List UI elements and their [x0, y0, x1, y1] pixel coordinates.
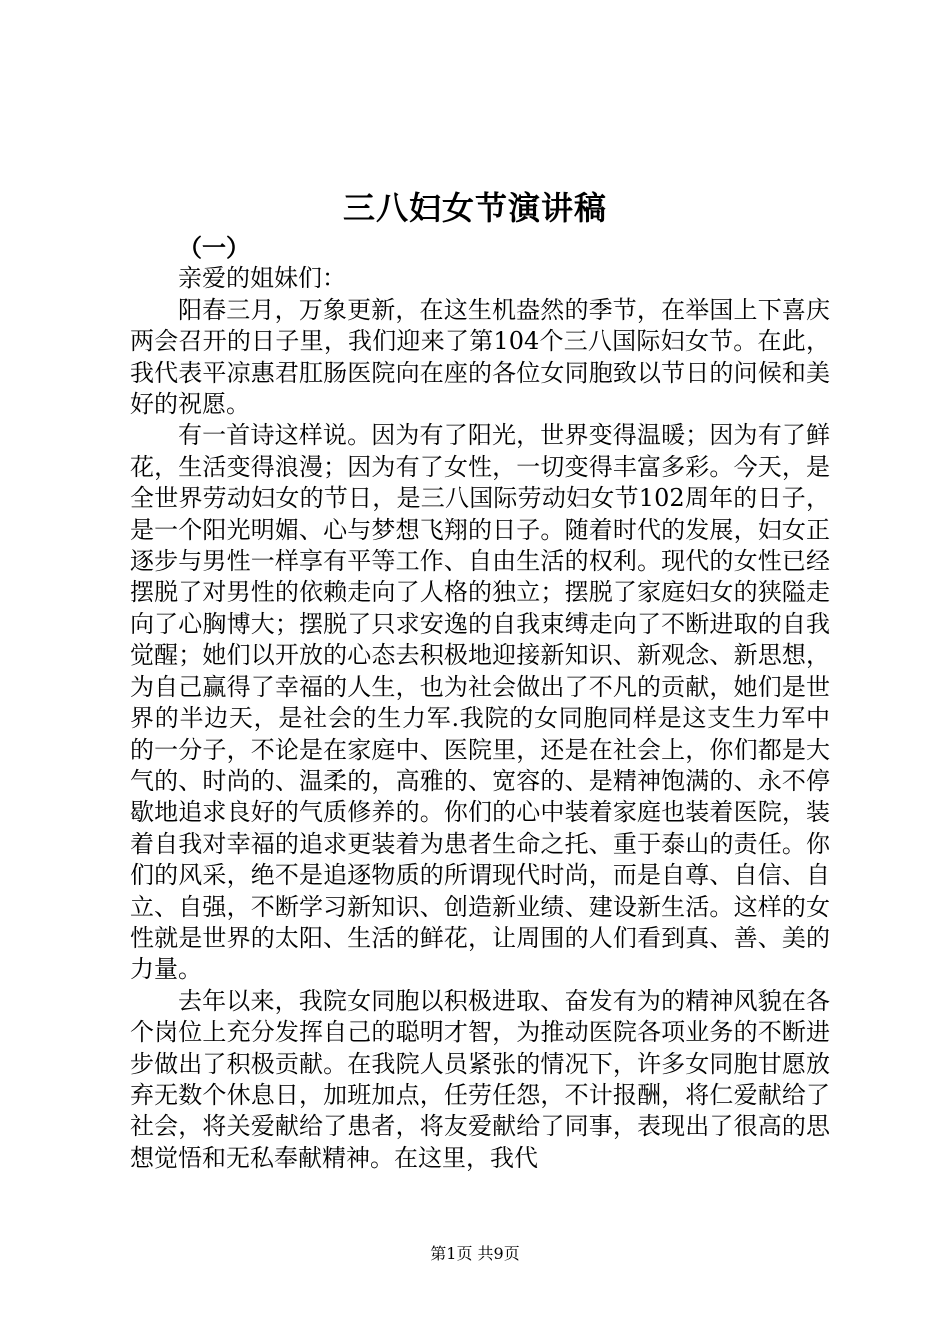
body-paragraph: 阳春三月，万象更新，在这生机盎然的季节，在举国上下喜庆两会召开的日子里，我们迎来了第104个三八国际妇女节。在此，我代表平凉惠君肛肠医院向在座的各位女同胞致以节日的问候和美好的祝愿。 [130, 295, 830, 419]
document-body [130, 232, 830, 1174]
body-paragraph: 有一首诗这样说。因为有了阳光，世界变得温暖；因为有了鲜花，生活变得浪漫；因为有了女性，一切变得丰富多彩。今天，是全世界劳动妇女的节日，是三八国际劳动妇女节102周年的日子，是一个阳光明媚、心与梦想飞翔的日子。随着时代的发展，妇女正逐步与男性一样享有平等工作、自由生活的权利。现代的女性已经摆脱了对男性的依赖走向了人格的独立；摆脱了家庭妇女的狭隘走向了心胸博大；摆脱了只求安逸的自我束缚走向了不断进取的自我觉醒；她们以开放的心态去积极地迎接新知识、新观念、新思想，为自己赢得了幸福的人生，也为社会做出了不凡的贡献，她们是世界的半边天，是社会的生力军.我院的女同胞同样是这支生力军中的一分子，不论是在家庭中、医院里，还是在社会上，你们都是大气的、时尚的、温柔的，高雅的、宽容的、是精神饱满的、永不停歇地追求良好的气质修养的。你们的心中装着家庭也装着医院，装着自我对幸福的追求更装着为患者生命之托、重于泰山的责任。你们的风采，绝不是追逐物质的所谓现代时尚，而是自尊、自信、自立、自强，不断学习新知识、创造新业绩、建设新生活。这样的女性就是世界的太阳、生活的鲜花，让周围的人们看到真、善、美的力量。 [130, 421, 830, 984]
section-label: （一） [178, 233, 250, 262]
greeting-paragraph: 亲爱的姐妹们： [178, 264, 346, 293]
page-number-footer: 第1页 共9页 [430, 1244, 520, 1263]
document-title: 三八妇女节演讲稿 [342, 189, 607, 227]
body-paragraph: 去年以来，我院女同胞以积极进取、奋发有为的精神风貌在各个岗位上充分发挥自己的聪明才智，为推动医院各项业务的不断进步做出了积极贡献。在我院人员紧张的情况下，许多女同胞甘愿放弃无数个休息日，加班加点，任劳任怨，不计报酬，将仁爱献给了社会，将关爱献给了患者，将友爱献给了同事，表现出了很高的思想觉悟和无私奉献精神。在这里，我代 [130, 986, 830, 1172]
